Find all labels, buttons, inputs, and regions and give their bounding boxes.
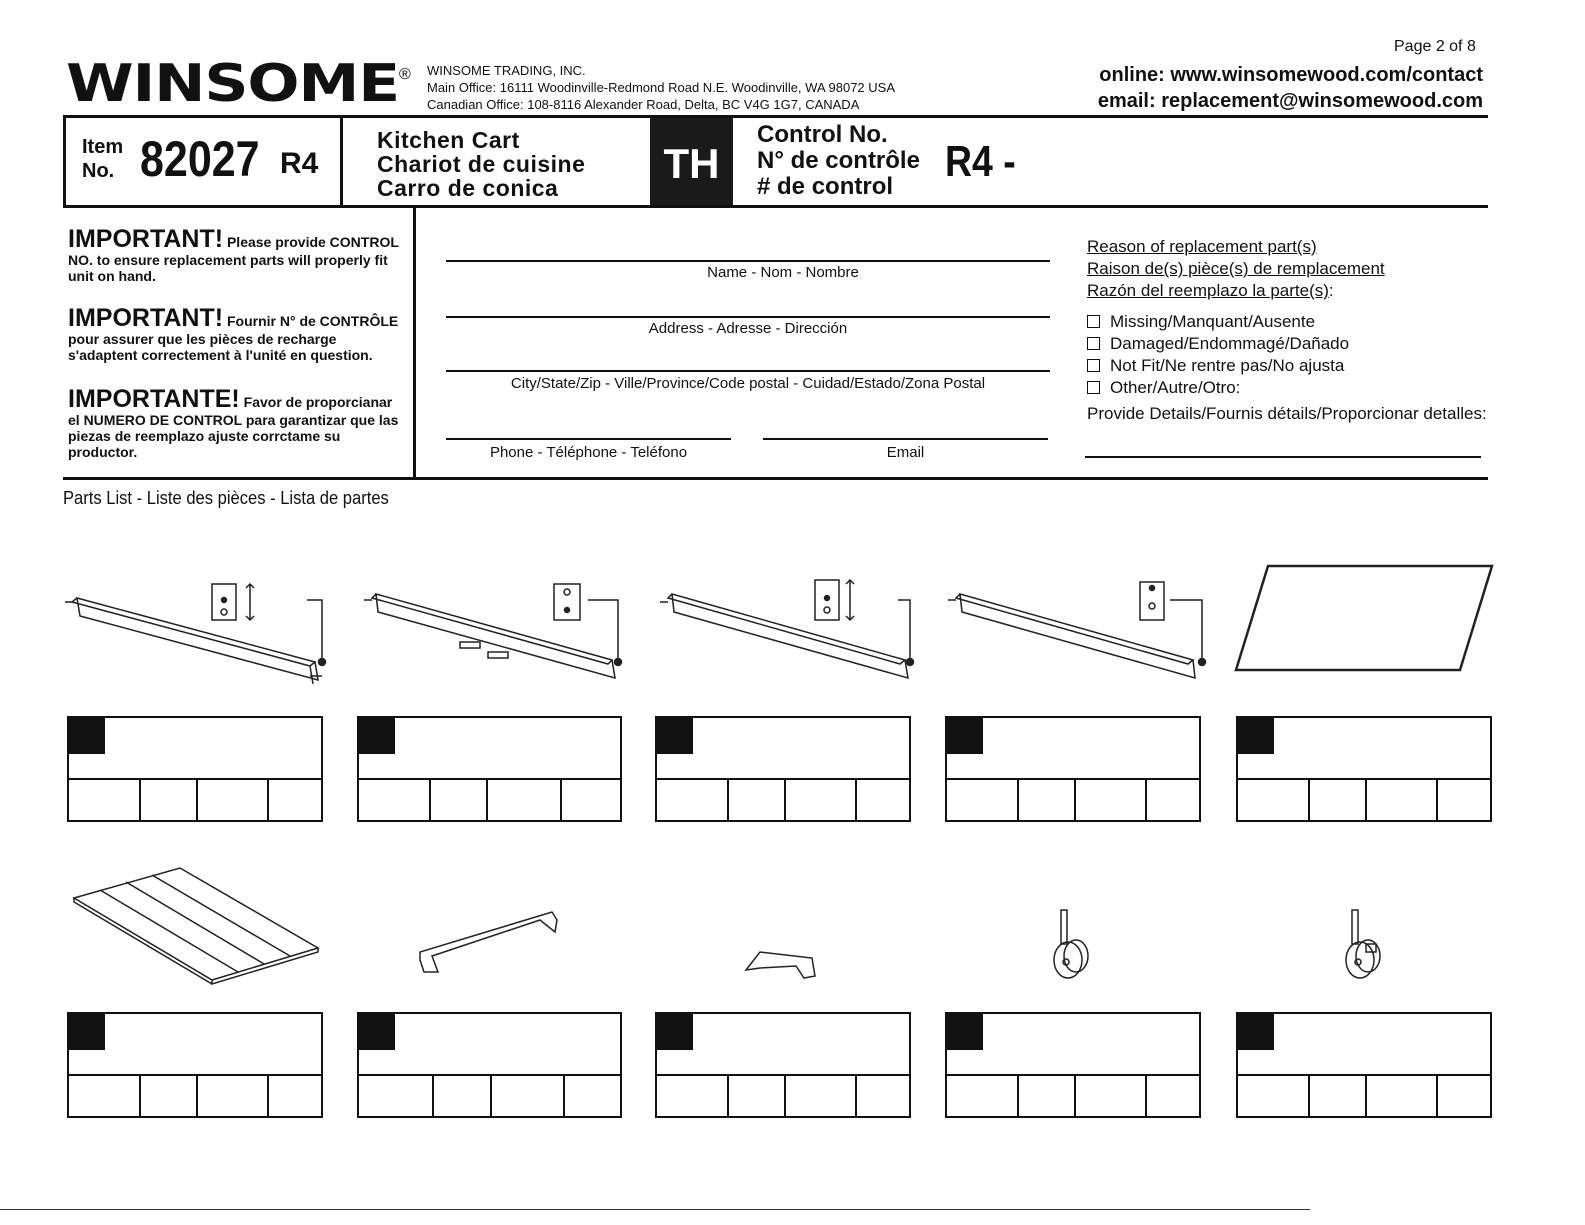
part-number-badge: [359, 718, 395, 754]
important-lead-fr: Fournir N° de CONTRÔLE: [223, 313, 399, 329]
item-label: [82, 135, 123, 183]
control-es: # de control: [757, 173, 894, 200]
online-link[interactable]: online: www.winsomewood.com/contact: [1099, 64, 1483, 86]
part-number-badge: [69, 718, 105, 754]
control-value: R4 -: [945, 137, 1016, 186]
title-en: Kitchen Cart: [377, 127, 520, 153]
other-checkbox[interactable]: [1087, 381, 1100, 394]
product-titles: [377, 128, 585, 200]
email-label: Email: [886, 444, 925, 461]
important-en: [68, 226, 408, 284]
page-number: Page 2 of 8: [1394, 38, 1476, 55]
missing-checkbox[interactable]: [1087, 315, 1100, 328]
notfit-checkbox[interactable]: [1087, 359, 1100, 372]
item-border-left: [63, 115, 66, 208]
item-label-line2: No.: [82, 160, 115, 182]
important-text-es: el NUMERO DE CONTROL para garantizar que las piezas de reemplazo ajuste corrctame su productor.: [68, 412, 399, 460]
important-text-fr: pour assurer que les pièces de recharge s'adaptent correctement à l'unité en question.: [68, 331, 373, 363]
address-label: Address - Adresse - Dirección: [648, 320, 848, 337]
reason-colon: :: [1328, 281, 1334, 300]
address-line[interactable]: [446, 316, 1050, 318]
main-office: Main Office: 16111 Woodinville-Redmond Road N.E. Woodinville, WA 98072 USA: [427, 80, 895, 95]
part-box-6[interactable]: [67, 1012, 323, 1118]
part-box-10[interactable]: [1236, 1012, 1492, 1118]
header-divider: [63, 115, 1488, 118]
reason-title-es: Razón del reemplazo la parte(s): [1087, 281, 1329, 300]
locking-caster-icon: [1346, 910, 1380, 978]
footer-rule: [0, 1209, 1310, 1210]
details-line[interactable]: [1085, 456, 1481, 458]
part-box-4[interactable]: [945, 716, 1201, 822]
reason-title-en: Reason of replacement part(s): [1087, 237, 1317, 256]
towel-bar-handle-icon: [420, 912, 557, 972]
reason-title-fr: Raison de(s) pièce(s) de remplacement: [1087, 259, 1385, 278]
part-box-2[interactable]: [357, 716, 622, 822]
phone-line[interactable]: [446, 438, 731, 440]
name-label: Name - Nom - Nombre: [707, 264, 859, 281]
important-es: [68, 386, 408, 460]
panel-board-icon: [1236, 566, 1492, 670]
control-labels: [757, 122, 920, 200]
brand-logo: WINSOME: [66, 54, 399, 114]
control-fr: N° de contrôle: [757, 147, 920, 174]
item-number: 82027: [140, 131, 260, 187]
rail-with-notch-icon: [660, 580, 914, 678]
part-box-8[interactable]: [655, 1012, 911, 1118]
important-lead-en: Please provide CONTROL: [223, 234, 399, 250]
important-heading-es: IMPORTANTE!: [68, 385, 240, 413]
contact-info: [1098, 62, 1483, 114]
rail-with-notch-icon: [65, 584, 326, 684]
important-heading-en: IMPORTANT!: [68, 225, 224, 253]
part-number-badge: [359, 1014, 395, 1050]
part-number-badge: [69, 1014, 105, 1050]
cap-icon: [746, 952, 815, 978]
phone-label: Phone - Téléphone - Teléfono: [489, 444, 688, 461]
title-fr: Chariot de cuisine: [377, 151, 586, 177]
important-lead-es: Favor de proporcianar: [239, 394, 393, 410]
registered-mark: ®: [399, 66, 411, 83]
item-label-line1: Item: [82, 136, 124, 158]
reason-block: [1087, 236, 1487, 425]
part-number-badge: [1238, 1014, 1274, 1050]
item-divider-bottom: [63, 205, 1488, 208]
company-name: WINSOME TRADING, INC.: [427, 63, 586, 78]
reason-option-other[interactable]: Other/Autre/Otro:: [1087, 377, 1487, 399]
part-box-1[interactable]: [67, 716, 323, 822]
part-box-7[interactable]: [357, 1012, 622, 1118]
part-number-badge: [947, 1014, 983, 1050]
rail-plain-icon: [948, 582, 1206, 678]
important-heading-fr: IMPORTANT!: [68, 304, 224, 332]
part-number-badge: [657, 718, 693, 754]
form-divider-bottom: [63, 477, 1488, 480]
control-en: Control No.: [757, 121, 888, 148]
damaged-checkbox[interactable]: [1087, 337, 1100, 350]
part-box-5[interactable]: [1236, 716, 1492, 822]
title-es: Carro de conica: [377, 175, 559, 201]
name-line[interactable]: [446, 260, 1050, 262]
important-text-en: NO. to ensure replacement parts will properly fit unit on hand.: [68, 252, 388, 284]
parts-list-label: Parts List - Liste des pièces - Lista de partes: [63, 488, 389, 508]
important-fr: [68, 305, 408, 363]
email-line[interactable]: [763, 438, 1048, 440]
part-box-9[interactable]: [945, 1012, 1201, 1118]
reason-option-damaged[interactable]: Damaged/Endommagé/Dañado: [1087, 333, 1487, 355]
part-number-badge: [947, 718, 983, 754]
reason-option-missing[interactable]: Missing/Manquant/Ausente: [1087, 311, 1487, 333]
item-divider: [340, 115, 343, 208]
part-number-badge: [657, 1014, 693, 1050]
caster-icon: [1054, 910, 1088, 978]
email-link[interactable]: email: replacement@winsomewood.com: [1097, 90, 1483, 112]
important-divider: [413, 207, 416, 479]
reason-option-notfit[interactable]: Not Fit/Ne rentre pas/No ajusta: [1087, 355, 1487, 377]
city-label: City/State/Zip - Ville/Province/Code postal - Cuidad/Estado/Zona Postal: [510, 375, 986, 392]
slatted-shelf-icon: [74, 868, 318, 984]
part-box-3[interactable]: [655, 716, 911, 822]
item-revision: R4: [280, 147, 319, 180]
code-badge: TH: [650, 118, 733, 208]
city-line[interactable]: [446, 370, 1050, 372]
company-info: [427, 62, 895, 113]
canadian-office: Canadian Office: 108-8116 Alexander Road, Delta, BC V4G 1G7, CANADA: [427, 97, 860, 112]
details-label: Provide Details/Fournis détails/Proporcionar detalles:: [1087, 404, 1487, 423]
rail-with-brackets-icon: [364, 584, 622, 678]
part-number-badge: [1238, 718, 1274, 754]
